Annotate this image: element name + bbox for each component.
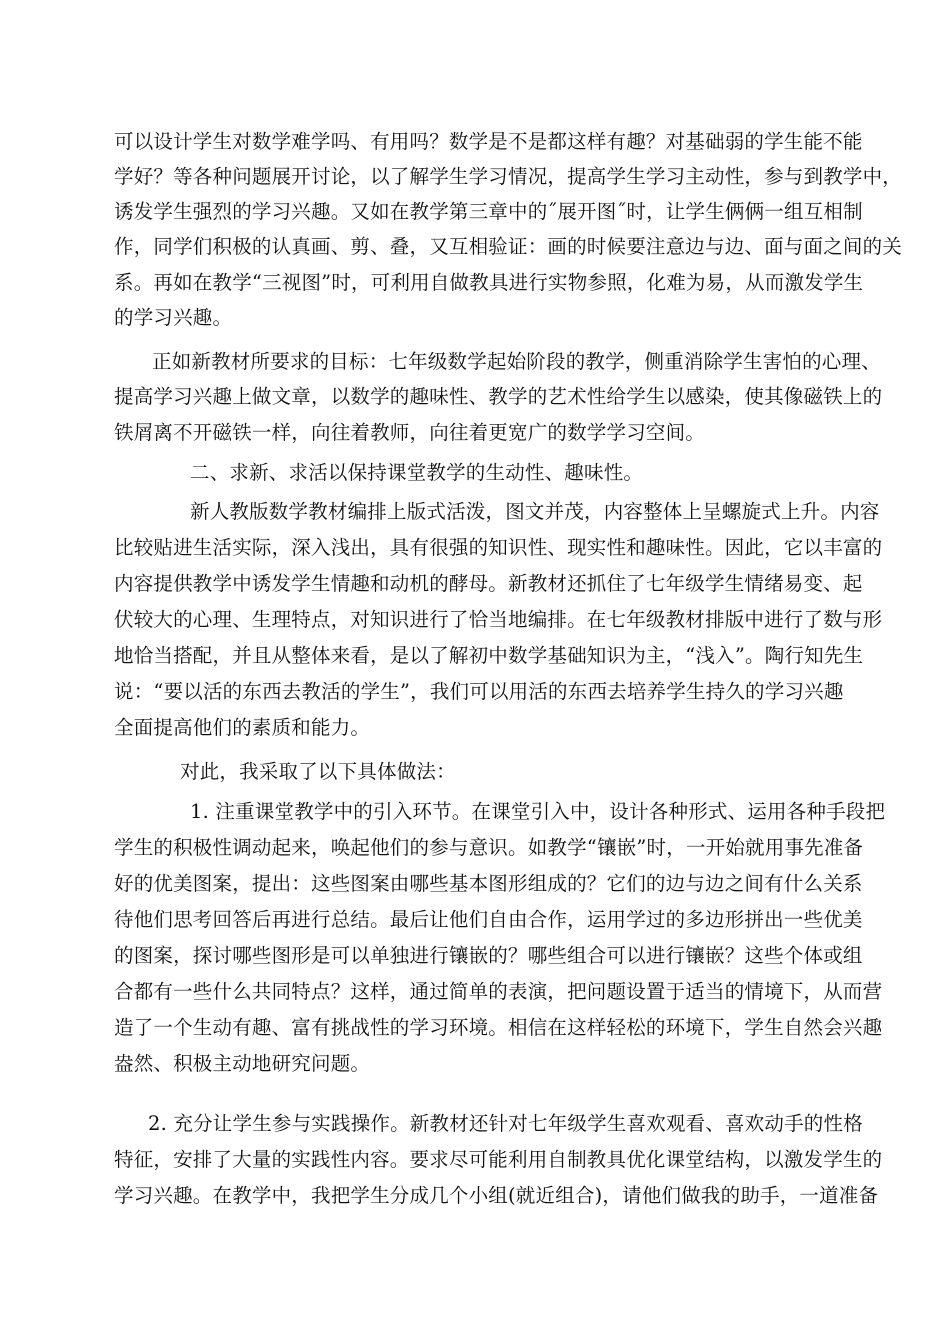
text-line: 可以设计学生对数学难学吗、有用吗？数学是不是都这样有趣？对基础弱的学生能不能 xyxy=(114,130,863,153)
text-line: 系。再如在教学“三视图”时，可利用自做教具进行实物参照，化难为易，从而激发学生 xyxy=(114,271,864,294)
text-line: 待他们思考回答后再进行总结。最后让他们自由合作，运用学过的多边形拼出一些优美 xyxy=(114,908,863,931)
text-line: 伏较大的心理、生理特点，对知识进行了恰当地编排。在七年级教材排版中进行了数与形 xyxy=(114,608,883,631)
section-heading: 二、求新、求活以保持课堂教学的生动性、趣味性。 xyxy=(190,461,644,484)
text-line: 新人教版数学教材编排上版式活泼，图文并茂，内容整体上呈螺旋式上升。内容 xyxy=(190,500,880,523)
text-line: 作，同学们积极的认真画、剪、叠，又互相验证：画的时候要注意边与边、面与面之间的关 xyxy=(114,235,903,258)
text-line: 提高学习兴趣上做文章，以数学的趣味性、教学的艺术性给学生以感染，使其像磁铁上的 xyxy=(114,385,883,408)
text-line: 学生的积极性调动起来，唤起他们的参与意识。如教学“镶嵌”时，一开始就用事先准备 xyxy=(114,836,864,859)
text-line: 1. 注重课堂教学中的引入环节。在课堂引入中，设计各种形式、运用各种手段把 xyxy=(190,800,886,823)
text-line: 比较贴进生活实际，深入浅出，具有很强的知识性、现实性和趣味性。因此，它以丰富的 xyxy=(114,536,883,559)
text-line: 对此，我采取了以下具体做法： xyxy=(180,760,456,783)
text-line: 盎然、积极主动地研究问题。 xyxy=(114,1052,371,1075)
text-line: 说：“要以活的东西去教活的学生”，我们可以用活的东西去培养学生持久的学习兴趣 xyxy=(114,680,844,703)
text-line: 学好？等各种问题展开讨论，以了解学生学习情况，提高学生学习主动性，参与到教学中， xyxy=(114,165,903,188)
text-line: 内容提供教学中诱发学生情趣和动机的酵母。新教材还抓住了七年级学生情绪易变、起 xyxy=(114,572,863,595)
text-line: 的学习兴趣。 xyxy=(114,306,233,329)
text-line: 造了一个生动有趣、富有挑战性的学习环境。相信在这样轻松的环境下，学生自然会兴趣 xyxy=(114,1016,883,1039)
text-line: 2. 充分让学生参与实践操作。新教材还针对七年级学生喜欢观看、喜欢动手的性格 xyxy=(148,1112,863,1135)
text-line: 正如新教材所要求的目标：七年级数学起始阶段的教学，侧重消除学生害怕的心理、 xyxy=(152,350,881,373)
text-line: 的图案，探讨哪些图形是可以单独进行镶嵌的？哪些组合可以进行镶嵌？这些个体或组 xyxy=(114,944,863,967)
text-line: 特征，安排了大量的实践性内容。要求尽可能利用自制教具优化课堂结构，以激发学生的 xyxy=(114,1148,883,1171)
text-line: 地恰当搭配，并且从整体来看，是以了解初中数学基础知识为主，“浅入”。陶行知先生 xyxy=(114,644,864,667)
text-line: 好的优美图案，提出：这些图案由哪些基本图形组成的？它们的边与边之间有什么关系 xyxy=(114,872,863,895)
text-line: 合都有一些什么共同特点？这样，通过简单的表演，把问题设置于适当的情境下，从而营 xyxy=(114,980,883,1003)
text-line: 学习兴趣。在教学中，我把学生分成几个小组(就近组合)，请他们做我的助手，一道准备 xyxy=(114,1184,879,1207)
text-line: 诱发学生强烈的学习兴趣。又如在教学第三章中的˝展开图˝时，让学生俩俩一组互相制 xyxy=(114,200,863,223)
text-line: 全面提高他们的素质和能力。 xyxy=(114,716,371,739)
text-line: 铁屑离不开磁铁一样，向往着教师，向往着更宽广的数学学习空间。 xyxy=(114,421,706,444)
